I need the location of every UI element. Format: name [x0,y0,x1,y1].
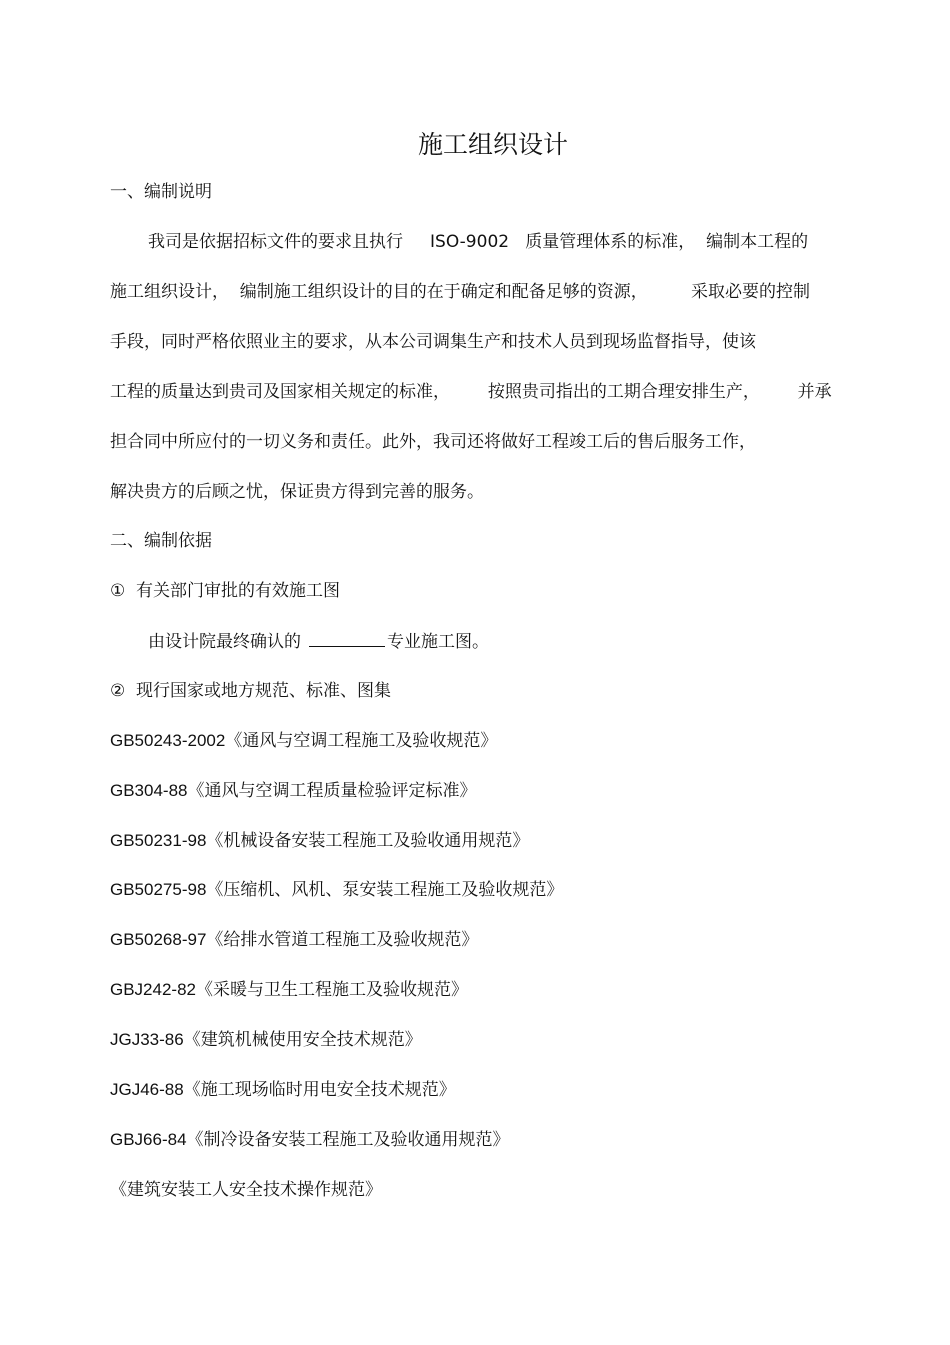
basis-item-drawings-detail [148,630,489,653]
standard-line: 《建筑安装工人安全技术操作规范》 [110,1180,382,1200]
detail-suffix: 专业施工图。 [387,632,489,652]
document-title: 施工组织设计 [417,130,568,159]
detail-prefix: 由设计院最终确认的 [148,632,301,652]
standard-line: GB304-88《通风与空调工程质量检验评定标准》 [110,781,477,800]
standard-line: GB50268-97《给排水管道工程施工及验收规范》 [110,930,479,949]
paragraph-line-3: 手段，同时严格依照业主的要求，从本公司调集生产和技术人员到现场监督指导，使该 [110,332,756,352]
standard-line: GBJ66-84《制冷设备安装工程施工及验收通用规范》 [110,1130,510,1149]
basis-item-approved-drawings: ① 有关部门审批的有效施工图 [110,581,341,601]
standard-line: GB50275-98《压缩机、风机、泵安装工程施工及验收规范》 [110,880,564,899]
basis-item-standards: ② 现行国家或地方规范、标准、图集 [110,681,392,701]
paragraph-line-1: 我司是依据招标文件的要求且执行 ISO-9002 质量管理体系的标准， 编制本工程的 [148,232,809,252]
section-heading-compilation-notes: 一、编制说明 [110,182,212,202]
paragraph-line-5: 担合同中所应付的一切义务和责任。此外，我司还将做好工程竣工后的售后服务工作， [110,432,756,452]
paragraph-line-2: 施工组织设计， 编制施工组织设计的目的在于确定和配备足够的资源， 采取必要的控制 [110,282,811,302]
section-heading-compilation-basis: 二、编制依据 [110,531,212,551]
standard-line: JGJ33-86《建筑机械使用安全技术规范》 [110,1030,422,1049]
standard-line: GB50231-98《机械设备安装工程施工及验收通用规范》 [110,831,530,850]
standard-line: JGJ46-88《施工现场临时用电安全技术规范》 [110,1080,456,1099]
standard-line: GBJ242-82《采暖与卫生工程施工及验收规范》 [110,980,468,999]
standard-line: GB50243-2002《通风与空调工程施工及验收规范》 [110,731,498,750]
paragraph-line-4: 工程的质量达到贵司及国家相关规定的标准， 按照贵司指出的工期合理安排生产， 并承 [110,382,832,402]
paragraph-line-6: 解决贵方的后顾之忧，保证贵方得到完善的服务。 [110,482,484,502]
fill-in-blank [309,630,385,647]
